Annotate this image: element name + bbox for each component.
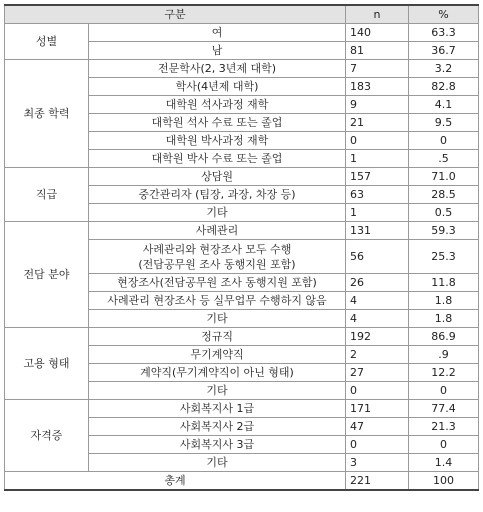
count-cell: 183 [346,78,409,96]
header-row [5,5,479,24]
percent-cell: 63.3 [409,24,479,42]
count-cell: 3 [346,454,409,472]
percent-cell: 3.2 [409,60,479,78]
count-cell: 63 [346,186,409,204]
total-count: 221 [346,472,409,491]
item-label: 상담원 [89,168,346,186]
header-pct: % [409,5,479,24]
category-label: 고용 형태 [5,328,89,400]
header-n: n [346,5,409,24]
table-row [5,222,479,240]
count-cell: 47 [346,418,409,436]
table-row [5,60,479,78]
item-label: 무기계약직 [89,346,346,364]
category-label: 최종 학력 [5,60,89,168]
percent-cell: 28.5 [409,186,479,204]
count-cell: 131 [346,222,409,240]
percent-cell: 82.8 [409,78,479,96]
percent-cell: 1.8 [409,310,479,328]
percent-cell: 1.8 [409,292,479,310]
percent-cell: 0.5 [409,204,479,222]
table-row [5,168,479,186]
percent-cell: 0 [409,132,479,150]
percent-cell: 36.7 [409,42,479,60]
item-label: 기타 [89,310,346,328]
percent-cell: 9.5 [409,114,479,132]
count-cell: 0 [346,132,409,150]
percent-cell: 1.4 [409,454,479,472]
item-label: 기타 [89,204,346,222]
percent-cell: 77.4 [409,400,479,418]
count-cell: 9 [346,96,409,114]
item-label: 기타 [89,454,346,472]
count-cell: 0 [346,436,409,454]
item-label-line1: 사례관리와 현장조사 모두 수행 [142,242,292,256]
demographics-table [4,4,479,491]
item-label: 여 [89,24,346,42]
count-cell: 2 [346,346,409,364]
item-label: 정규직 [89,328,346,346]
count-cell: 56 [346,240,409,274]
header-group: 구분 [5,5,346,24]
percent-cell: 4.1 [409,96,479,114]
item-label: 학사(4년제 대학) [89,78,346,96]
count-cell: 192 [346,328,409,346]
count-cell: 1 [346,150,409,168]
item-label [89,240,346,274]
count-cell: 7 [346,60,409,78]
count-cell: 27 [346,364,409,382]
percent-cell: .9 [409,346,479,364]
percent-cell: 59.3 [409,222,479,240]
percent-cell: .5 [409,150,479,168]
total-percent: 100 [409,472,479,491]
count-cell: 1 [346,204,409,222]
percent-cell: 25.3 [409,240,479,274]
count-cell: 140 [346,24,409,42]
table-row [5,400,479,418]
item-label: 현장조사(전담공무원 조사 동행지원 포함) [89,274,346,292]
percent-cell: 0 [409,436,479,454]
item-label: 대학원 석사과정 재학 [89,96,346,114]
item-label: 사회복지사 3급 [89,436,346,454]
table-body [5,24,479,491]
percent-cell: 21.3 [409,418,479,436]
percent-cell: 86.9 [409,328,479,346]
item-label-line2: (전담공무원 조사 동행지원 포함) [138,257,296,271]
percent-cell: 0 [409,382,479,400]
count-cell: 0 [346,382,409,400]
percent-cell: 12.2 [409,364,479,382]
count-cell: 4 [346,292,409,310]
total-row [5,472,479,491]
item-label: 사회복지사 2급 [89,418,346,436]
total-label: 총계 [5,472,346,491]
item-label: 계약직(무기계약직이 아닌 형태) [89,364,346,382]
count-cell: 26 [346,274,409,292]
category-label: 직급 [5,168,89,222]
count-cell: 157 [346,168,409,186]
category-label: 자격증 [5,400,89,472]
count-cell: 171 [346,400,409,418]
item-label: 사례관리 현장조사 등 실무업무 수행하지 않음 [89,292,346,310]
item-label: 기타 [89,382,346,400]
item-label: 대학원 박사 수료 또는 졸업 [89,150,346,168]
item-label: 대학원 석사 수료 또는 졸업 [89,114,346,132]
percent-cell: 71.0 [409,168,479,186]
item-label: 중간관리자 (팀장, 과장, 차장 등) [89,186,346,204]
item-label: 사회복지사 1급 [89,400,346,418]
item-label: 전문학사(2, 3년제 대학) [89,60,346,78]
item-label: 남 [89,42,346,60]
count-cell: 21 [346,114,409,132]
item-label: 대학원 박사과정 재학 [89,132,346,150]
count-cell: 81 [346,42,409,60]
item-label: 사례관리 [89,222,346,240]
table-row [5,328,479,346]
category-label: 전담 분야 [5,222,89,328]
table-row [5,24,479,42]
category-label: 성별 [5,24,89,60]
count-cell: 4 [346,310,409,328]
percent-cell: 11.8 [409,274,479,292]
